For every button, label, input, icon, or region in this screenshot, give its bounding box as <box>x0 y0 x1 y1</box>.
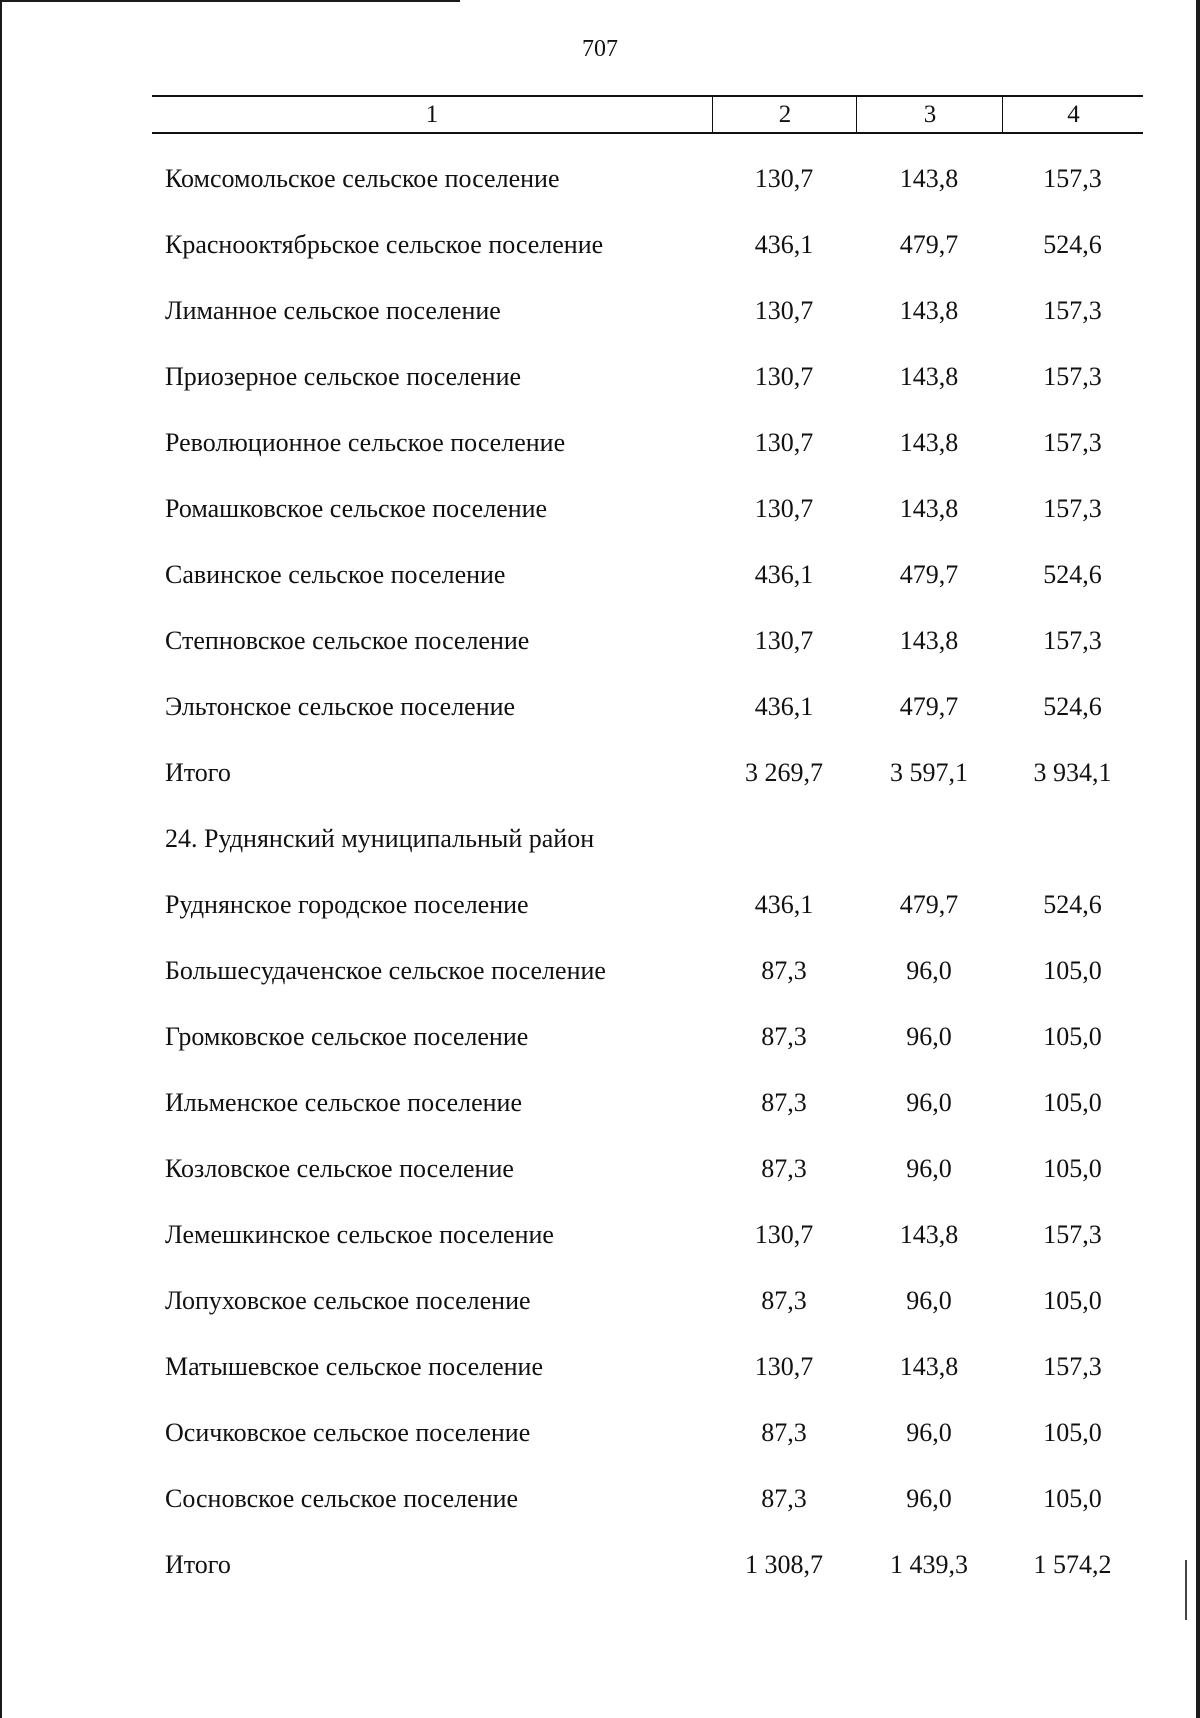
value-col-2: 436,1 <box>754 230 814 259</box>
settlement-name: Сосновское сельское поселение <box>165 1484 519 1513</box>
settlement-name: Громковское сельское поселение <box>165 1022 529 1051</box>
value-col-4: 157,3 <box>1043 1352 1102 1381</box>
value-col-3: 3 597,1 <box>890 758 968 787</box>
value-col-3: 479,7 <box>899 560 959 589</box>
value-col-3: 143,8 <box>899 494 959 523</box>
settlement-name: Революционное сельское поселение <box>165 428 566 457</box>
value-col-4: 157,3 <box>1043 494 1102 523</box>
value-col-4 <box>1002 806 1143 872</box>
table-row <box>152 1400 1143 1466</box>
value-col-4: 105,0 <box>1043 956 1102 985</box>
value-col-3 <box>856 806 1002 872</box>
settlement-name: Эльтонское сельское поселение <box>165 692 516 721</box>
table-row <box>152 608 1143 674</box>
settlement-name: Комсомольское сельское поселение <box>165 164 560 193</box>
column-header-1: 1 <box>425 101 439 128</box>
table-row <box>152 740 1143 806</box>
value-col-2: 130,7 <box>754 362 814 391</box>
column-header-4: 4 <box>1002 97 1144 132</box>
table-row <box>152 938 1143 1004</box>
value-col-2: 87,3 <box>761 1484 807 1513</box>
value-col-4: 524,6 <box>1043 692 1102 721</box>
table-row <box>152 1202 1143 1268</box>
value-col-4: 105,0 <box>1043 1286 1102 1315</box>
value-col-4: 105,0 <box>1043 1088 1102 1117</box>
value-col-4: 157,3 <box>1043 362 1102 391</box>
value-col-4: 105,0 <box>1043 1484 1102 1513</box>
table-row <box>152 212 1143 278</box>
value-col-2: 87,3 <box>761 1154 807 1183</box>
value-col-3: 143,8 <box>899 164 959 193</box>
value-col-2: 1 308,7 <box>745 1550 823 1579</box>
value-col-4: 524,6 <box>1043 230 1102 259</box>
value-col-4: 157,3 <box>1043 626 1102 655</box>
value-col-3: 96,0 <box>906 1088 952 1117</box>
value-col-4: 1 574,2 <box>1033 1550 1112 1579</box>
settlement-name: Степновское сельское поселение <box>165 626 530 655</box>
scan-edge-left <box>0 0 2 1718</box>
table-header-row <box>152 95 1143 134</box>
value-col-3: 1 439,3 <box>890 1550 968 1579</box>
settlement-name: Матышевское сельское поселение <box>165 1352 543 1381</box>
value-col-3: 143,8 <box>899 1220 959 1249</box>
settlement-name: Лиманное сельское поселение <box>165 296 501 325</box>
value-col-3: 96,0 <box>906 1286 952 1315</box>
table-row <box>152 1268 1143 1334</box>
value-col-4: 105,0 <box>1043 1154 1102 1183</box>
scan-top-rule <box>0 0 460 2</box>
column-header-2: 2 <box>712 97 857 132</box>
value-col-2: 130,7 <box>754 164 814 193</box>
value-col-3: 479,7 <box>899 890 959 919</box>
scan-side-mark <box>1185 1560 1187 1620</box>
value-col-4: 3 934,1 <box>1033 758 1112 787</box>
settlement-name: Приозерное сельское поселение <box>165 362 522 391</box>
value-col-4: 524,6 <box>1043 560 1102 589</box>
table-row <box>152 476 1143 542</box>
settlement-name: Козловское сельское поселение <box>165 1154 514 1183</box>
value-col-3: 96,0 <box>906 1484 952 1513</box>
budget-table <box>152 95 1143 1598</box>
table-row <box>152 872 1143 938</box>
value-col-4: 105,0 <box>1043 1418 1102 1447</box>
settlement-name: Ромашковское сельское поселение <box>165 494 548 523</box>
table-row <box>152 542 1143 608</box>
value-col-3: 479,7 <box>899 230 959 259</box>
value-col-2: 130,7 <box>754 494 814 523</box>
value-col-3: 143,8 <box>899 362 959 391</box>
value-col-3: 143,8 <box>899 296 959 325</box>
column-header-3: 3 <box>856 97 1003 132</box>
table-row <box>152 278 1143 344</box>
value-col-3: 96,0 <box>906 1418 952 1447</box>
settlement-name: Большесудаченское сельское поселение <box>165 956 606 985</box>
settlement-name: Итого <box>165 758 231 787</box>
value-col-4: 105,0 <box>1043 1022 1102 1051</box>
value-col-3: 143,8 <box>899 428 959 457</box>
table-row <box>152 1070 1143 1136</box>
settlement-name: Лопуховское сельское поселение <box>165 1286 531 1315</box>
value-col-2: 87,3 <box>761 1418 807 1447</box>
value-col-2: 87,3 <box>761 1022 807 1051</box>
value-col-2: 130,7 <box>754 296 814 325</box>
value-col-3: 96,0 <box>906 1022 952 1051</box>
value-col-2: 130,7 <box>754 626 814 655</box>
value-col-4: 157,3 <box>1043 164 1102 193</box>
page-number: 707 <box>582 36 618 62</box>
value-col-2: 87,3 <box>761 956 807 985</box>
value-col-2: 436,1 <box>754 560 814 589</box>
settlement-name: Савинское сельское поселение <box>165 560 506 589</box>
value-col-2: 130,7 <box>754 1352 814 1381</box>
value-col-4: 524,6 <box>1043 890 1102 919</box>
settlement-name: Руднянское городское поселение <box>165 890 529 919</box>
settlement-name: 24. Руднянский муниципальный район <box>165 824 595 853</box>
scan-edge-right <box>1196 0 1200 1718</box>
settlement-name: Итого <box>165 1550 231 1579</box>
table-row <box>152 1004 1143 1070</box>
table-row <box>152 146 1143 212</box>
table-row <box>152 344 1143 410</box>
value-col-2: 436,1 <box>754 692 814 721</box>
value-col-2: 87,3 <box>761 1286 807 1315</box>
value-col-2: 436,1 <box>754 890 814 919</box>
value-col-4: 157,3 <box>1043 296 1102 325</box>
value-col-3: 479,7 <box>899 692 959 721</box>
value-col-3: 96,0 <box>906 956 952 985</box>
table-row <box>152 1334 1143 1400</box>
table-row <box>152 1136 1143 1202</box>
value-col-4: 157,3 <box>1043 428 1102 457</box>
table-row <box>152 806 1143 872</box>
table-body <box>152 146 1143 1598</box>
table-row <box>152 674 1143 740</box>
value-col-3: 96,0 <box>906 1154 952 1183</box>
value-col-3: 143,8 <box>899 1352 959 1381</box>
value-col-2: 3 269,7 <box>745 758 823 787</box>
settlement-name: Осичковское сельское поселение <box>165 1418 531 1447</box>
value-col-2: 130,7 <box>754 1220 814 1249</box>
table-row <box>152 1466 1143 1532</box>
value-col-2: 87,3 <box>761 1088 807 1117</box>
settlement-name: Ильменское сельское поселение <box>165 1088 523 1117</box>
value-col-3: 143,8 <box>899 626 959 655</box>
value-col-2 <box>712 806 856 872</box>
table-row <box>152 1532 1143 1598</box>
settlement-name: Лемешкинское сельское поселение <box>165 1220 554 1249</box>
settlement-name: Краснооктябрьское сельское поселение <box>165 230 604 259</box>
table-row <box>152 410 1143 476</box>
value-col-4: 157,3 <box>1043 1220 1102 1249</box>
value-col-2: 130,7 <box>754 428 814 457</box>
